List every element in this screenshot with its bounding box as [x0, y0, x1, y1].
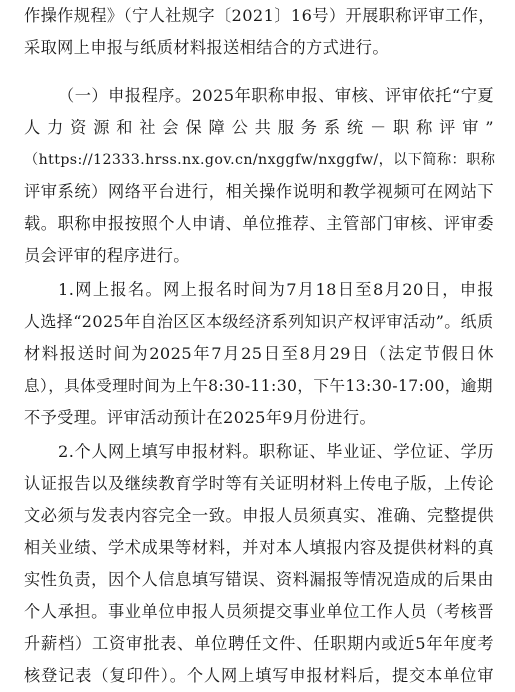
text-line-14: 2.个人网上填写申报材料。职称证、毕业证、学位证、学历: [58, 442, 494, 461]
text-line-1: 作操作规程》（宁人社规字〔2021〕16号）开展职称评审工作，: [24, 6, 495, 25]
text-line-18: 实性负责，因个人信息填写错误、资料漏报等情况造成的后果由: [24, 570, 494, 589]
text-line-17: 相关业绩、学术成果等材料，并对本人填报内容及提供材料的真: [24, 538, 494, 557]
text-line-7: 载。职称申报按照个人申请、单位推荐、主管部门审核、评审委: [24, 214, 494, 233]
text-line-11: 材料报送时间为2025年7月25日至8月29日（法定节假日休: [24, 344, 494, 363]
text-line-20: 升薪档）工资审批表、单位聘任文件、任职期内或近5年年度考: [24, 634, 494, 653]
text-line-8: 员会评审的程序进行。: [24, 246, 190, 265]
text-line-15: 认证报告以及继续教育学时等有关证明材料上传电子版，上传论: [24, 474, 494, 493]
text-line-6: 评审系统）网络平台进行，相关操作说明和教学视频可在网站下: [24, 182, 494, 201]
text-line-16: 文必须与发表内容完全一致。申报人员须真实、准确、完整提供: [24, 506, 494, 525]
text-line-13: 不予受理。评审活动预计在2025年9月份进行。: [24, 408, 377, 427]
text-line-12: 息），具体受理时间为上午8:30-11:30，下午13:30-17:00，逾期: [24, 377, 493, 395]
text-line-19: 个人承担。事业单位申报人员须提交事业单位工作人员（考核晋: [24, 602, 494, 621]
text-line-9: 1.网上报名。网上报名时间为7月18日至8月20日，申报: [58, 280, 494, 299]
text-line-10: 人选择“2025年自治区区本级经济系列知识产权评审活动”。纸质: [24, 312, 494, 331]
text-line-2: 采取网上申报与纸质材料报送相结合的方式进行。: [24, 38, 389, 57]
text-line-21: 核登记表（复印件）。个人网上填写申报材料后，提交本单位审: [24, 666, 494, 685]
text-line-3: （一）申报程序。2025年职称申报、审核、评审依托“宁夏: [58, 86, 494, 105]
text-line-4: 人力资源和社会保障公共服务系统－职称评审”: [24, 118, 494, 137]
text-line-5: （https://12333.hrss.nx.gov.cn/nxggfw/nxggfw/，以下简称：职称: [24, 152, 496, 168]
